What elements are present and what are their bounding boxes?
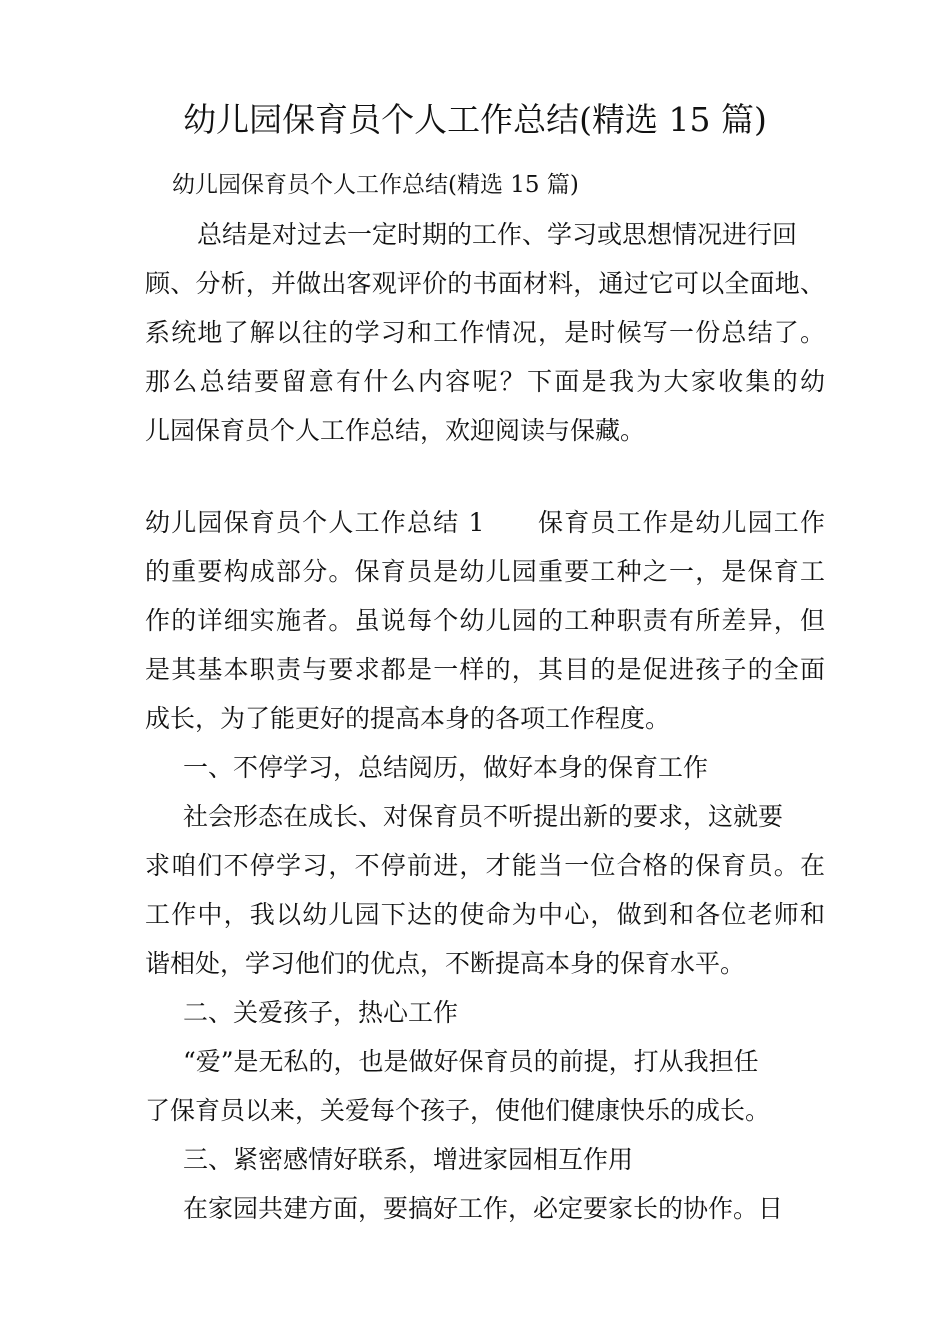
paragraph-line: 儿园保育员个人工作总结，欢迎阅读与保藏。 <box>145 416 646 445</box>
section-heading-line: 幼儿园保育员个人工作总结 1 保育员工作是幼儿园工作 <box>145 508 825 537</box>
paragraph-line: 谐相处，学习他们的优点，不断提高本身的保育水平。 <box>145 949 746 978</box>
paragraph-line: 顾、分析，并做出客观评价的书面材料，通过它可以全面地、 <box>145 269 825 298</box>
paragraph-line: “爱”是无私的，也是做好保育员的前提，打从我担任 <box>183 1047 759 1076</box>
body-section <box>145 498 825 1233</box>
paragraph-line: 了保育员以来，关爱每个孩子，使他们健康快乐的成长。 <box>145 1096 771 1125</box>
paragraph-line: 是其基本职责与要求都是一样的，其目的是促进孩子的全面 <box>145 655 825 684</box>
document-title: 幼儿园保育员个人工作总结(精选 15 篇) <box>183 100 767 139</box>
paragraph-line: 那么总结要留意有什么内容呢？下面是我为大家收集的幼 <box>145 367 825 396</box>
paragraph-line: 系统地了解以往的学习和工作情况，是时候写一份总结了。 <box>145 318 825 347</box>
intro-paragraph <box>145 210 825 455</box>
paragraph-line: 成长，为了能更好的提高本身的各项工作程度。 <box>145 704 671 733</box>
paragraph-line: 总结是对过去一定时期的工作、学习或思想情况进行回 <box>197 220 798 249</box>
subheading-1: 一、不停学习，总结阅历，做好本身的保育工作 <box>183 753 709 782</box>
paragraph-line: 在家园共建方面，要搞好工作，必定要家长的协作。日 <box>183 1194 784 1223</box>
subheading-2: 二、关爱孩子，热心工作 <box>183 998 459 1027</box>
subheading-3: 三、紧密感情好联系，增进家园相互作用 <box>183 1145 634 1174</box>
paragraph-line: 作的详细实施者。虽说每个幼儿园的工种职责有所差异，但 <box>145 606 825 635</box>
paragraph-line: 求咱们不停学习，不停前进，才能当一位合格的保育员。在 <box>145 851 825 880</box>
paragraph-line: 工作中，我以幼儿园下达的使命为中心，做到和各位老师和 <box>145 900 825 929</box>
paragraph-line: 社会形态在成长、对保育员不听提出新的要求，这就要 <box>183 802 784 831</box>
paragraph-line: 的重要构成部分。保育员是幼儿园重要工种之一，是保育工 <box>145 557 825 586</box>
document-subtitle: 幼儿园保育员个人工作总结(精选 15 篇) <box>172 172 579 198</box>
